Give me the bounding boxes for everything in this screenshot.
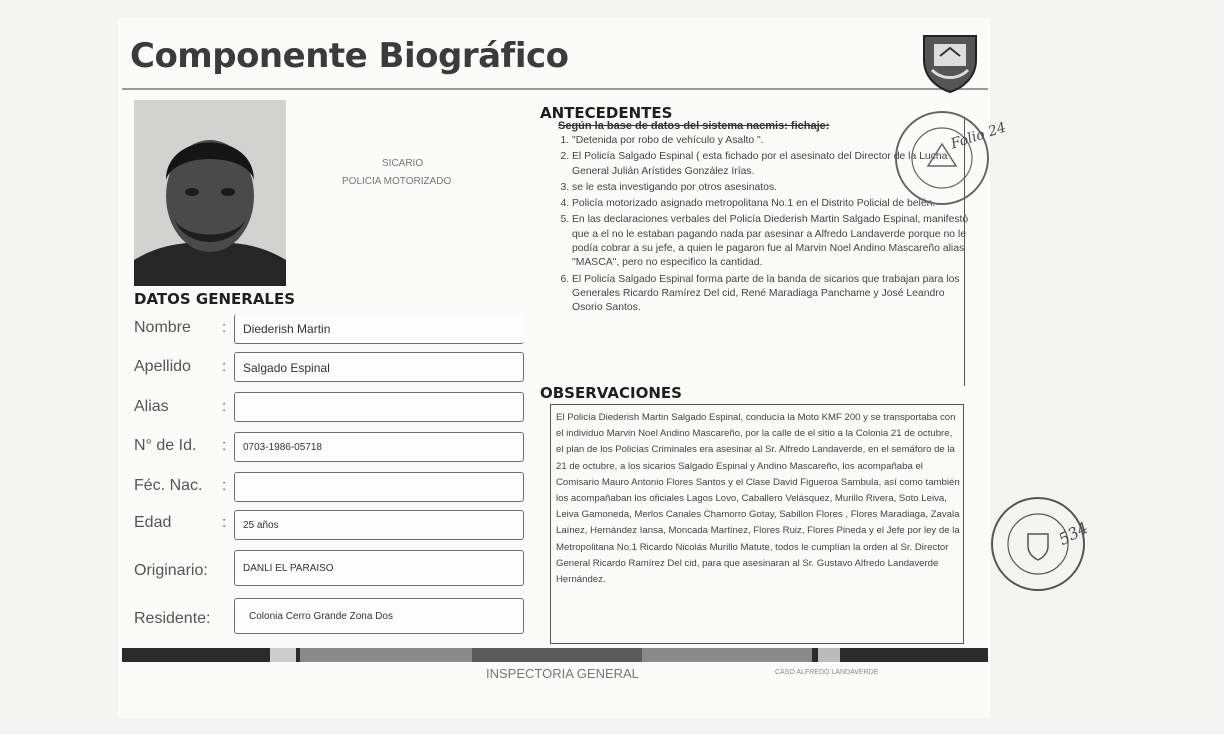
alias-field[interactable] bbox=[234, 392, 524, 422]
field-colon: : bbox=[222, 358, 227, 375]
observaciones-text: El Policía Diederish Martin Salgado Espinal, conducía la Moto KMF 200 y se transportaba con el individuo Marvin Noel Andino Mascareño, por la calle de el sitio a la Colonia 21 de octubre, el plan de los Policías Criminales era asesinar al Sr. Alfredo Landaverde, en el semáforo de la 21 de octubre, a los sicarios Salgado Espinal y Andino Mascareño, los acompañaba el Comisario Mauro Antonio Flores Santos y el Clase David Figueroa Sambula, así como también los acompañaban los oficiales Lagos Lovo, Caballero Velásquez, Murillo Rivera, Soto Leiva, Leiva Gamoneda, Merlos Canales Chamorro Gotay, Sabillon Flores , Flores Maradiaga, Zavala Laínez, Hernández Iansa, Moncada Martínez, Flores Ruiz, Flores Pineda y el Jefe por ley de la Metropolitana No.1 Ricardo Nicolás Murillo Matute, todos le cumplían la orden al Sr. Director General Ricardo Ramírez Del cid, para que asesinaran al Sr. Gustavo Alfredo Landaverde Hernández. bbox=[556, 412, 960, 586]
observaciones-heading: OBSERVACIONES bbox=[540, 384, 682, 402]
title-divider bbox=[122, 88, 988, 90]
official-seal-icon bbox=[892, 108, 992, 208]
field-label: Originario: bbox=[134, 562, 208, 579]
list-item: 5. En las declaraciones verbales del Policía Diederish Martin Salgado Espinal, manifestó que a el no le estaban pagando nada par asesinar a Alfredo Landaverde porque no le podía cobrar a su jefe, a quien le pagaron fue al Marvin Noel Andino Mascareño alias "MASCA", pero no especifico la cantidad. bbox=[572, 213, 972, 270]
apellido-field[interactable]: Salgado Espinal bbox=[234, 352, 524, 382]
antecedentes-subheading: Según la base de datos del sistema nacmis: fichaje: bbox=[558, 120, 830, 132]
residente-field[interactable]: Colonia Cerro Grande Zona Dos bbox=[234, 598, 524, 634]
footer-bar bbox=[122, 648, 988, 662]
originario-field[interactable]: DANLI EL PARAISO bbox=[234, 550, 524, 586]
suspect-photo bbox=[134, 100, 286, 286]
list-item: 3. se le esta investigando por otros asesinatos. bbox=[572, 181, 972, 195]
datos-generales-heading: DATOS GENERALES bbox=[134, 290, 296, 308]
antecedentes-heading: ANTECEDENTES bbox=[540, 104, 673, 122]
field-colon: : bbox=[222, 514, 227, 531]
birth-date-field[interactable] bbox=[234, 472, 524, 502]
page-title: Componente Biográfico bbox=[130, 36, 569, 76]
photo-label-unit: POLICIA MOTORIZADO bbox=[342, 176, 452, 187]
field-label: Alias bbox=[134, 398, 169, 415]
list-item: 4. Policía motorizado asignado metropolitana No.1 en el Distrito Policial de belén. bbox=[572, 197, 972, 211]
field-label: Nombre bbox=[134, 319, 191, 336]
field-label: Féc. Nac. bbox=[134, 477, 203, 494]
field-label: Apellido bbox=[134, 358, 191, 375]
list-item: 1. "Detenida por robo de vehículo y Asalto ". bbox=[572, 134, 972, 148]
field-colon: : bbox=[222, 398, 227, 415]
field-colon: : bbox=[222, 477, 227, 494]
id-number-field[interactable]: 0703-1986-05718 bbox=[234, 432, 524, 462]
photo-label-role: SICARIO bbox=[382, 158, 424, 169]
folio-annotation-top: Folio 24 bbox=[948, 119, 1009, 153]
nombre-field[interactable]: Diederish Martin bbox=[234, 314, 524, 344]
folio-annotation-bottom: 534 bbox=[1055, 517, 1092, 550]
police-emblem-icon bbox=[918, 30, 982, 94]
field-label: Edad bbox=[134, 514, 172, 531]
field-colon: : bbox=[222, 319, 227, 336]
field-label: Residente: bbox=[134, 610, 211, 627]
field-colon: : bbox=[222, 437, 227, 454]
list-item: 2. El Policía Salgado Espinal ( esta fichado por el asesinato del Director de la Lucha General Julián Arístides González Irías. bbox=[572, 150, 972, 179]
list-item: 6. El Policía Salgado Espinal forma parte de la banda de sicarios que trabajan para los Generales Ricardo Ramírez Del cid, René Maradiaga Panchame y José Leandro Osorio Santos. bbox=[572, 273, 972, 316]
field-label: N° de Id. bbox=[134, 437, 197, 454]
footer-case-label: CASO ALFREDO LANDAVERDE bbox=[775, 669, 879, 676]
age-field[interactable]: 25 años bbox=[234, 510, 524, 540]
footer-label: INSPECTORIA GENERAL bbox=[486, 666, 639, 681]
